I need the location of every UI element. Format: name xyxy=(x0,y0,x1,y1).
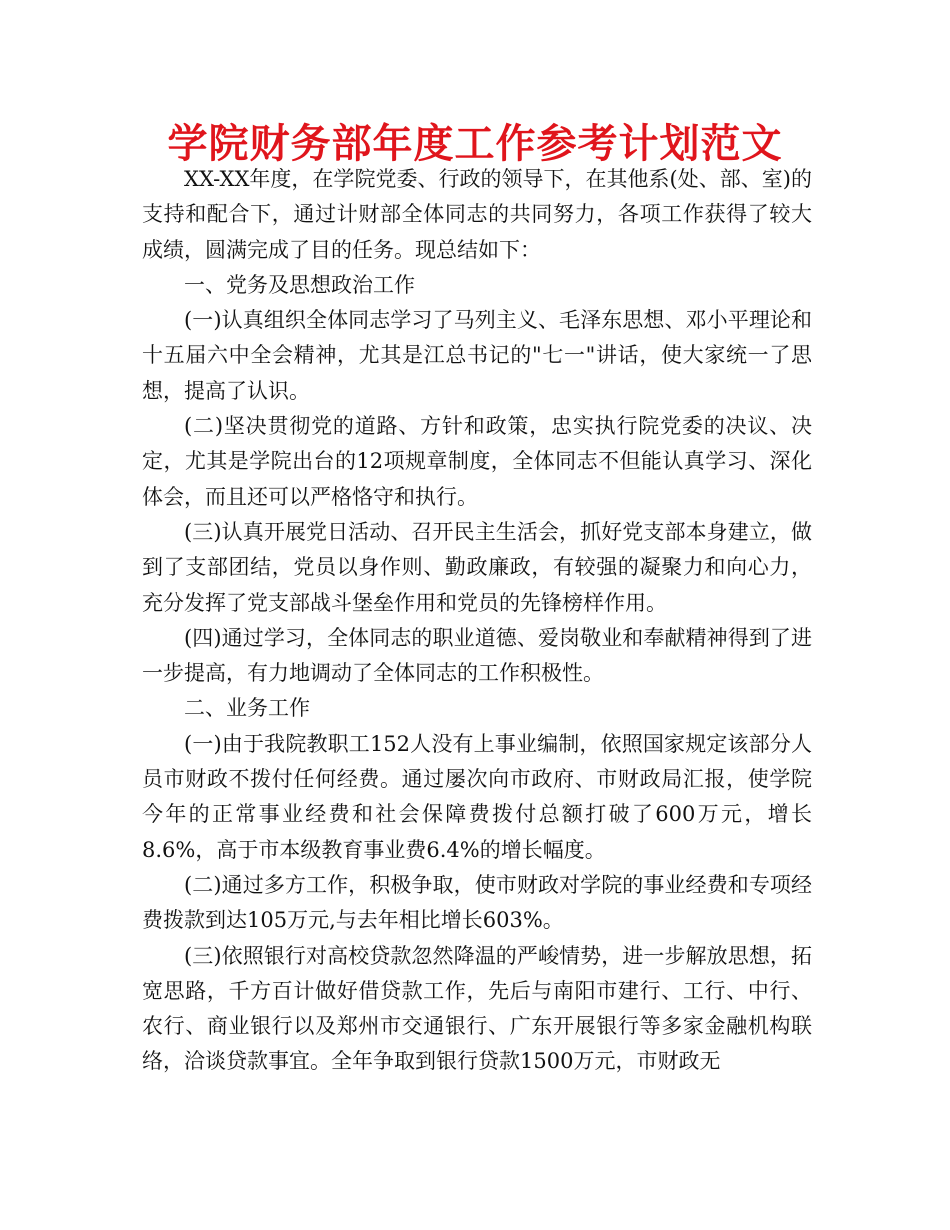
paragraph-business-item-2: (二)通过多方工作，积极争取，使市财政对学院的事业经费和专项经费拨款到达105万元,与去年相比增长603%。 xyxy=(142,872,812,933)
section-heading-party-work: 一、党务及思想政治工作 xyxy=(184,272,415,297)
paragraph-party-item-4: (四)通过学习，全体同志的职业道德、爱岗敬业和奉献精神得到了进一步提高，有力地调动了全体同志的工作积极性。 xyxy=(142,625,812,686)
paragraph-party-item-1: (一)认真组织全体同志学习了马列主义、毛泽东思想、邓小平理论和十五届六中全会精神，尤其是江总书记的"七一"讲话，使大家统一了思想，提高了认识。 xyxy=(142,308,812,403)
document-title: 学院财务部年度工作参考计划范文 xyxy=(167,121,783,167)
document-body xyxy=(142,162,812,1080)
paragraph-intro: XX-XX年度，在学院党委、行政的领导下，在其他系(处、部、室)的支持和配合下，通过计财部全体同志的共同努力，各项工作获得了较大成绩，圆满完成了目的任务。现总结如下： xyxy=(142,167,812,262)
paragraph-business-item-1: (一)由于我院教职工152人没有上事业编制，依照国家规定该部分人员市财政不拨付任何经费。通过屡次向市政府、市财政局汇报，使学院今年的正常事业经费和社会保障费拨付总额打破了600万元，增长8.6%，高于市本级教育事业费6.4%的增长幅度。 xyxy=(142,731,812,862)
paragraph-party-item-3: (三)认真开展党日活动、召开民主生活会，抓好党支部本身建立，做到了支部团结，党员以身作则、勤政廉政，有较强的凝聚力和向心力，充分发挥了党支部战斗堡垒作用和党员的先锋榜样作用。 xyxy=(142,519,812,615)
paragraph-business-item-3: (三)依照银行对高校贷款忽然降温的严峻情势，进一步解放思想，拓宽思路，千方百计做好借贷款工作，先后与南阳市建行、工行、中行、农行、商业银行以及郑州市交通银行、广东开展银行等多家金融机构联络，洽谈贷款事宜。全年争取到银行贷款1500万元，市财政无 xyxy=(142,943,812,1074)
paragraph-party-item-2: (二)坚决贯彻党的道路、方针和政策，忠实执行院党委的决议、决定，尤其是学院出台的12项规章制度，全体同志不但能认真学习、深化体会，而且还可以严格恪守和执行。 xyxy=(142,414,812,509)
section-heading-business-work: 二、业务工作 xyxy=(184,696,310,721)
